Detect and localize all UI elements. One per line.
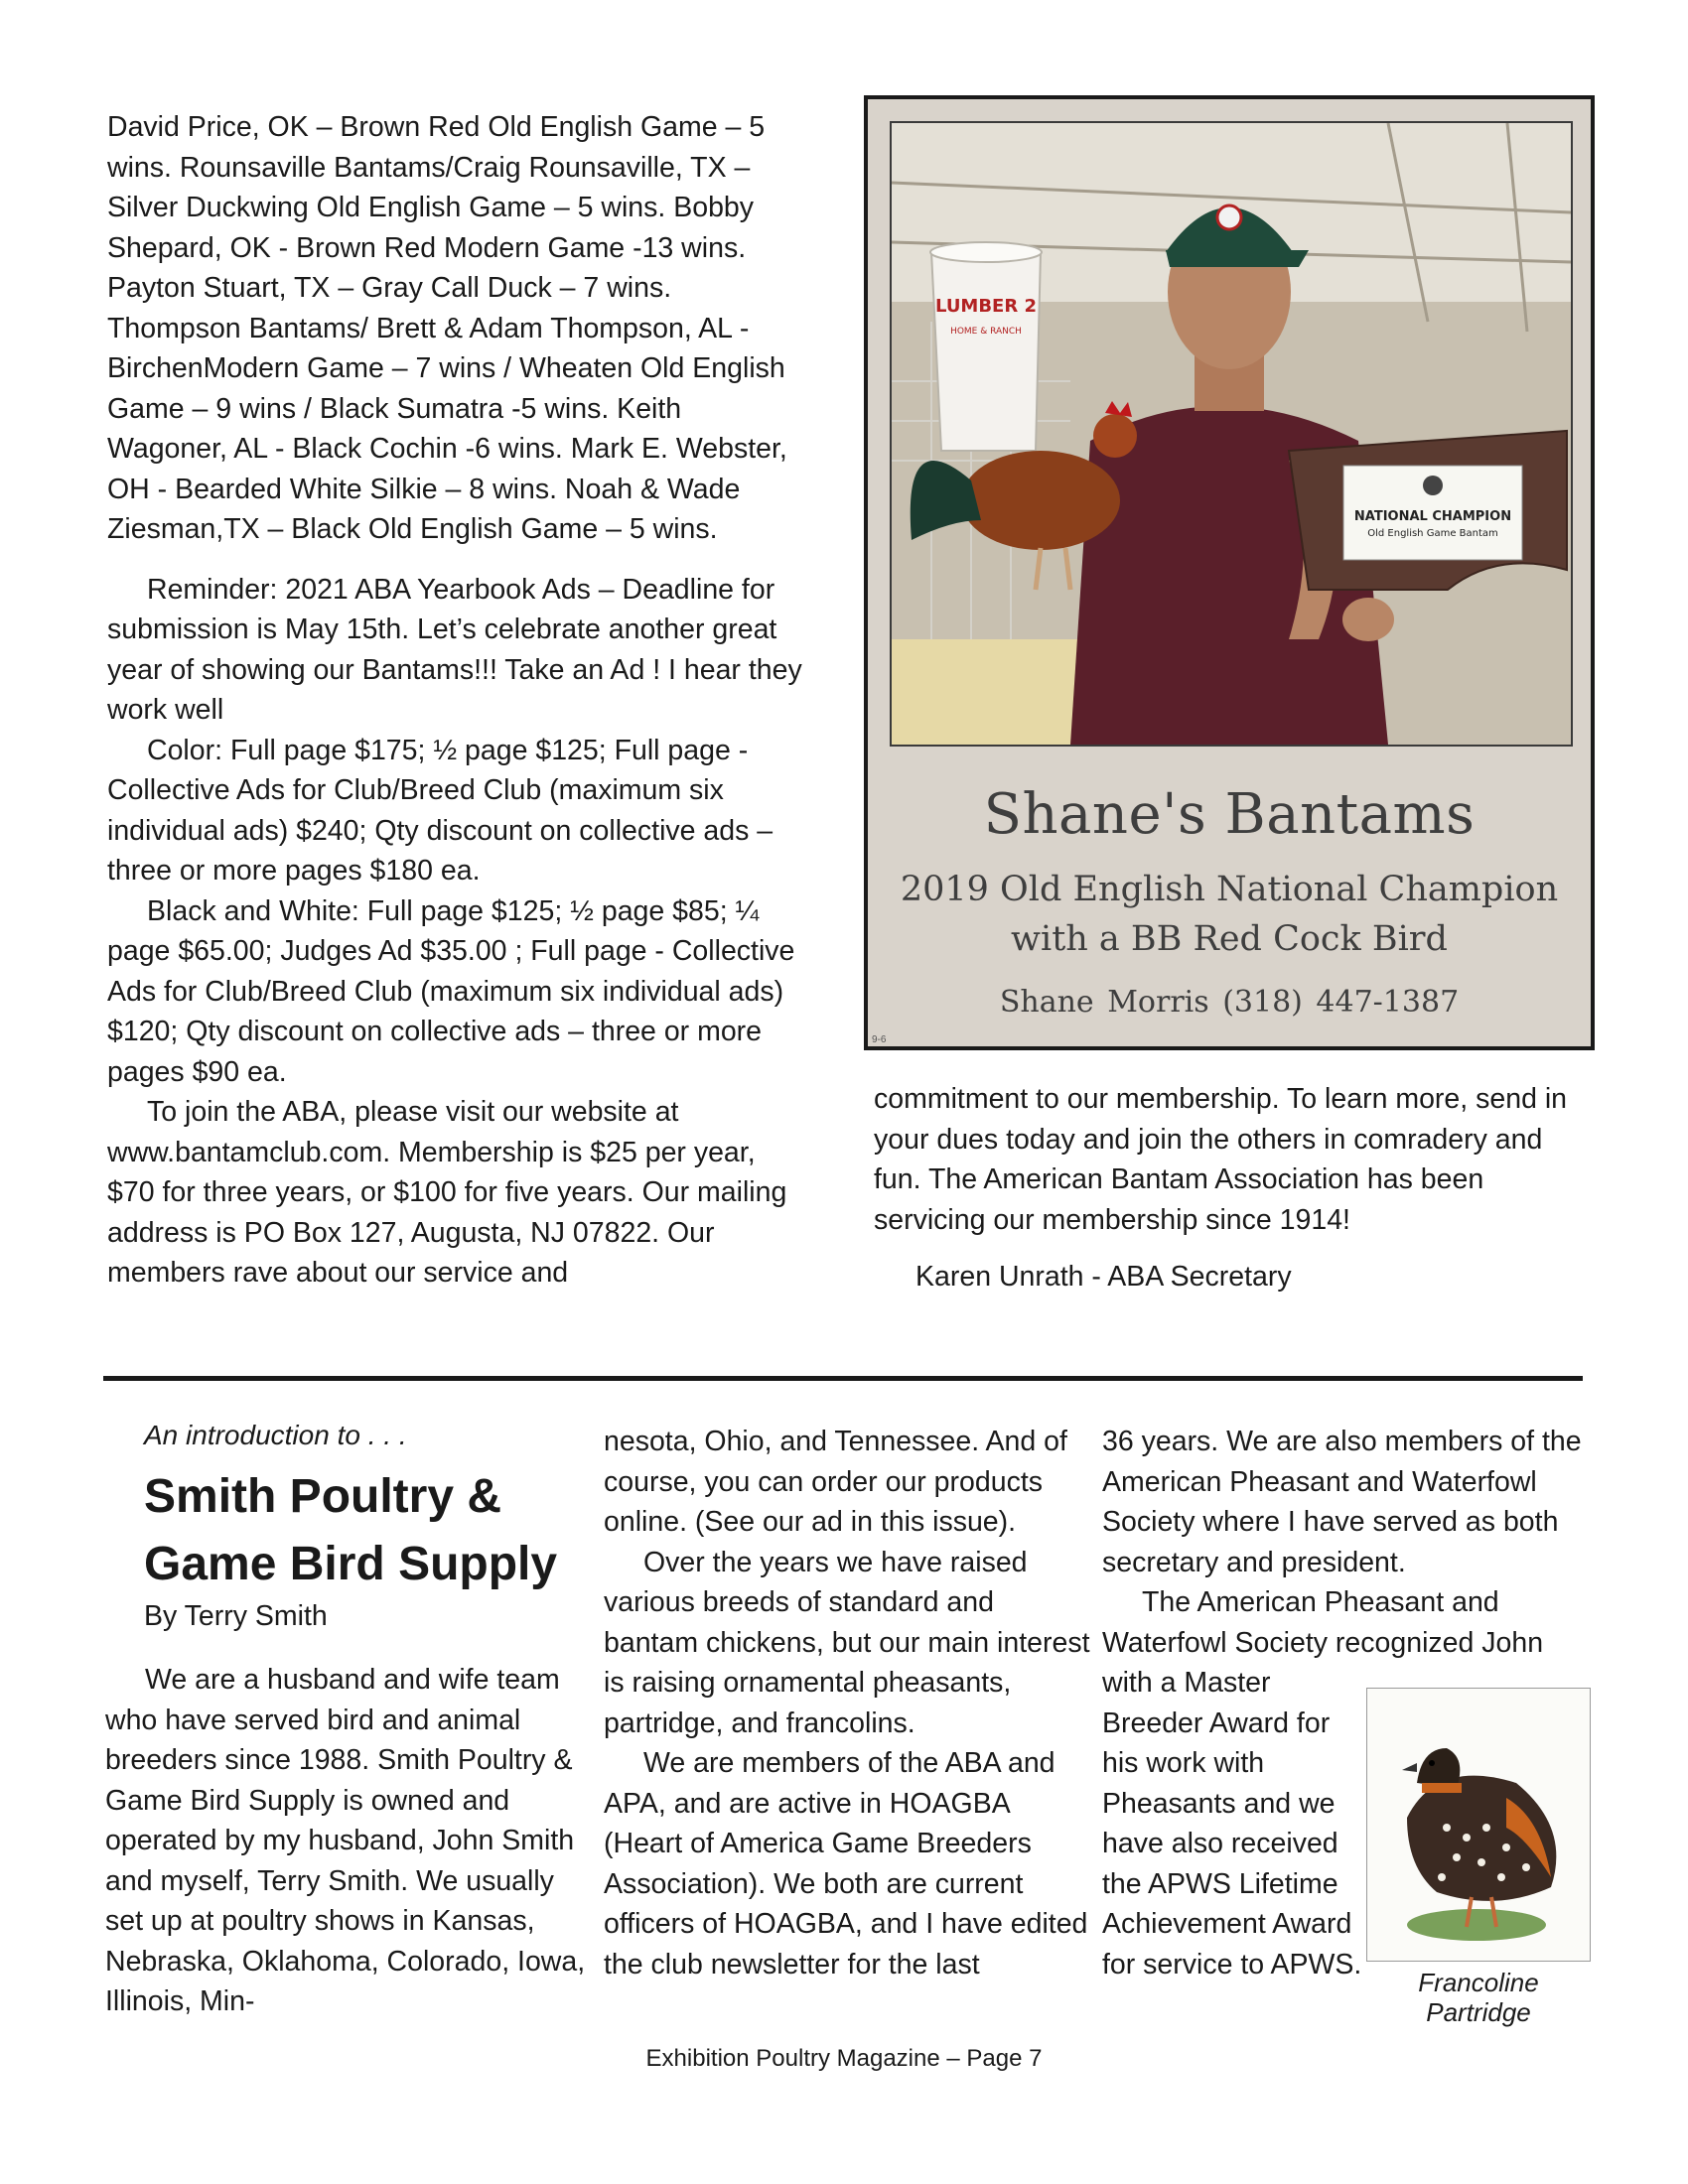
caption-line2: Partridge [1426, 1997, 1531, 2027]
article-paragraph: nesota, Ohio, and Tennessee. And of course, you can order our products online. (See our ad in this issue). [604, 1426, 1067, 1538]
ad-subtitle-line2: with a BB Red Cock Bird [1011, 919, 1448, 959]
yearbook-reminder-paragraph: Reminder: 2021 ABA Yearbook Ads – Deadline for submission is May 15th. Let’s celebrate another great year of showing our Bantams!!! Take an Ad ! I hear they work well [107, 573, 802, 726]
article-title [144, 1463, 557, 1598]
ad-title: Shane's Bantams [983, 782, 1476, 847]
article-paragraph: with a Master Breeder Award for his work with Pheasants and we have also received the APWS Lifetime Achievement Award for service to APWS. [1102, 1667, 1362, 1980]
winners-paragraph: David Price, OK – Brown Red Old English Game – 5 wins. Rounsaville Bantams/Craig Rounsaville, TX – Silver Duckwing Old English Game – 5 wins. Bobby Shepard, OK - Brown Red Modern Game -13 wins. Payton Stuart, TX – Gray Call Duck – 7 wins. Thompson Bantams/ Brett & Adam Thompson, AL - BirchenModern Game – 7 wins / Wheaten Old English Game – 9 wins / Black Sumatra -5 wins. Keith Wagoner, AL - Black Cochin -6 wins. Mark E. Webster, OH - Bearded White Silkie – 8 wins. Noah & Wade Ziesman,TX – Black Old English Game – 5 wins. [107, 111, 787, 545]
ad-photo [890, 121, 1573, 747]
article-byline: By Terry Smith [144, 1600, 328, 1632]
caption-line1: Francoline [1418, 1968, 1539, 1997]
article-intro: An introduction to . . . [144, 1420, 407, 1450]
page-footer: Exhibition Poultry Magazine – Page 7 [645, 2045, 1043, 2072]
ad-subtitle-line1: 2019 Old English National Champion [900, 870, 1559, 909]
bucket-logo-subtext: HOME & RANCH [950, 327, 1022, 337]
article-column-1 [105, 1660, 598, 2022]
article-column-3-wrap [1102, 1663, 1368, 1984]
article-title-line1: Smith Poultry & [144, 1470, 502, 1523]
ad-contact: Shane Morris (318) 447-1387 [999, 985, 1460, 1020]
francoline-partridge-illustration [1366, 1688, 1591, 1962]
section-divider [103, 1376, 1583, 1381]
article-column-2 [604, 1422, 1090, 1984]
plaque-title: NATIONAL CHAMPION [1353, 509, 1512, 524]
secretary-signature: Karen Unrath - ABA Secretary [915, 1261, 1292, 1293]
bw-ad-prices-paragraph: Black and White: Full page $125; ½ page $85; ¼ page $65.00; Judges Ad $35.00 ; Full page - Collective Ads for Club/Breed Club (maximum six individual ads) $120; Qty discount on collective ads – three or more pages $90 ea. [107, 894, 795, 1088]
article-title-line2: Game Bird Supply [144, 1538, 558, 1590]
article-column-3 [1102, 1422, 1599, 1663]
article-paragraph: Over the years we have raised various breeds of standard and bantam chickens, but our main interest is raising ornamental pheasants, partridge, and francolins. [604, 1546, 1090, 1739]
illustration-caption [1366, 1968, 1591, 2027]
membership-continued-paragraph: commitment to our membership. To learn more, send in your dues today and join the others in comradery and fun. The American Bantam Association has been servicing our membership since 1914! [874, 1083, 1568, 1236]
membership-paragraph: To join the ABA, please visit our website at www.bantamclub.com. Membership is $25 per year, $70 for three years, or $100 for five years. Our mailing address is PO Box 127, Augusta, NJ 07822. Our members rave about our service and [107, 1096, 787, 1289]
bucket-logo-text: LUMBER 2 [934, 296, 1038, 317]
article-paragraph: We are a husband and wife team who have served bird and animal breeders since 1988. Smith Poultry & Game Bird Supply is owned and operated by my husband, John Smith and myself, Terry Smith. We usually set up at poultry shows in Kansas, Nebraska, Oklahoma, Colorado, Iowa, Illinois, Min- [105, 1664, 586, 2017]
top-right-column [874, 1079, 1589, 1240]
ad-code: 9-6 [872, 1034, 887, 1045]
article-paragraph: We are members of the ABA and APA, and are active in HOAGBA (Heart of America Game Breeders Association). We both are current officers of HOAGBA, and I have edited the club newsletter for the last [604, 1747, 1088, 1980]
article-paragraph: The American Pheasant and Waterfowl Society recognized John [1102, 1586, 1544, 1659]
color-ad-prices-paragraph: Color: Full page $175; ½ page $125; Full page - Collective Ads for Club/Breed Club (maximum six individual ads) $240; Qty discount on collective ads – three or more pages $180 ea. [107, 734, 774, 887]
shanes-bantams-ad [864, 95, 1595, 1050]
article-paragraph: 36 years. We are also members of the American Pheasant and Waterfowl Society where I have served as both secretary and president. [1102, 1426, 1582, 1578]
plaque-subtitle: Old English Game Bantam [1367, 528, 1498, 539]
top-left-column [107, 107, 802, 1294]
